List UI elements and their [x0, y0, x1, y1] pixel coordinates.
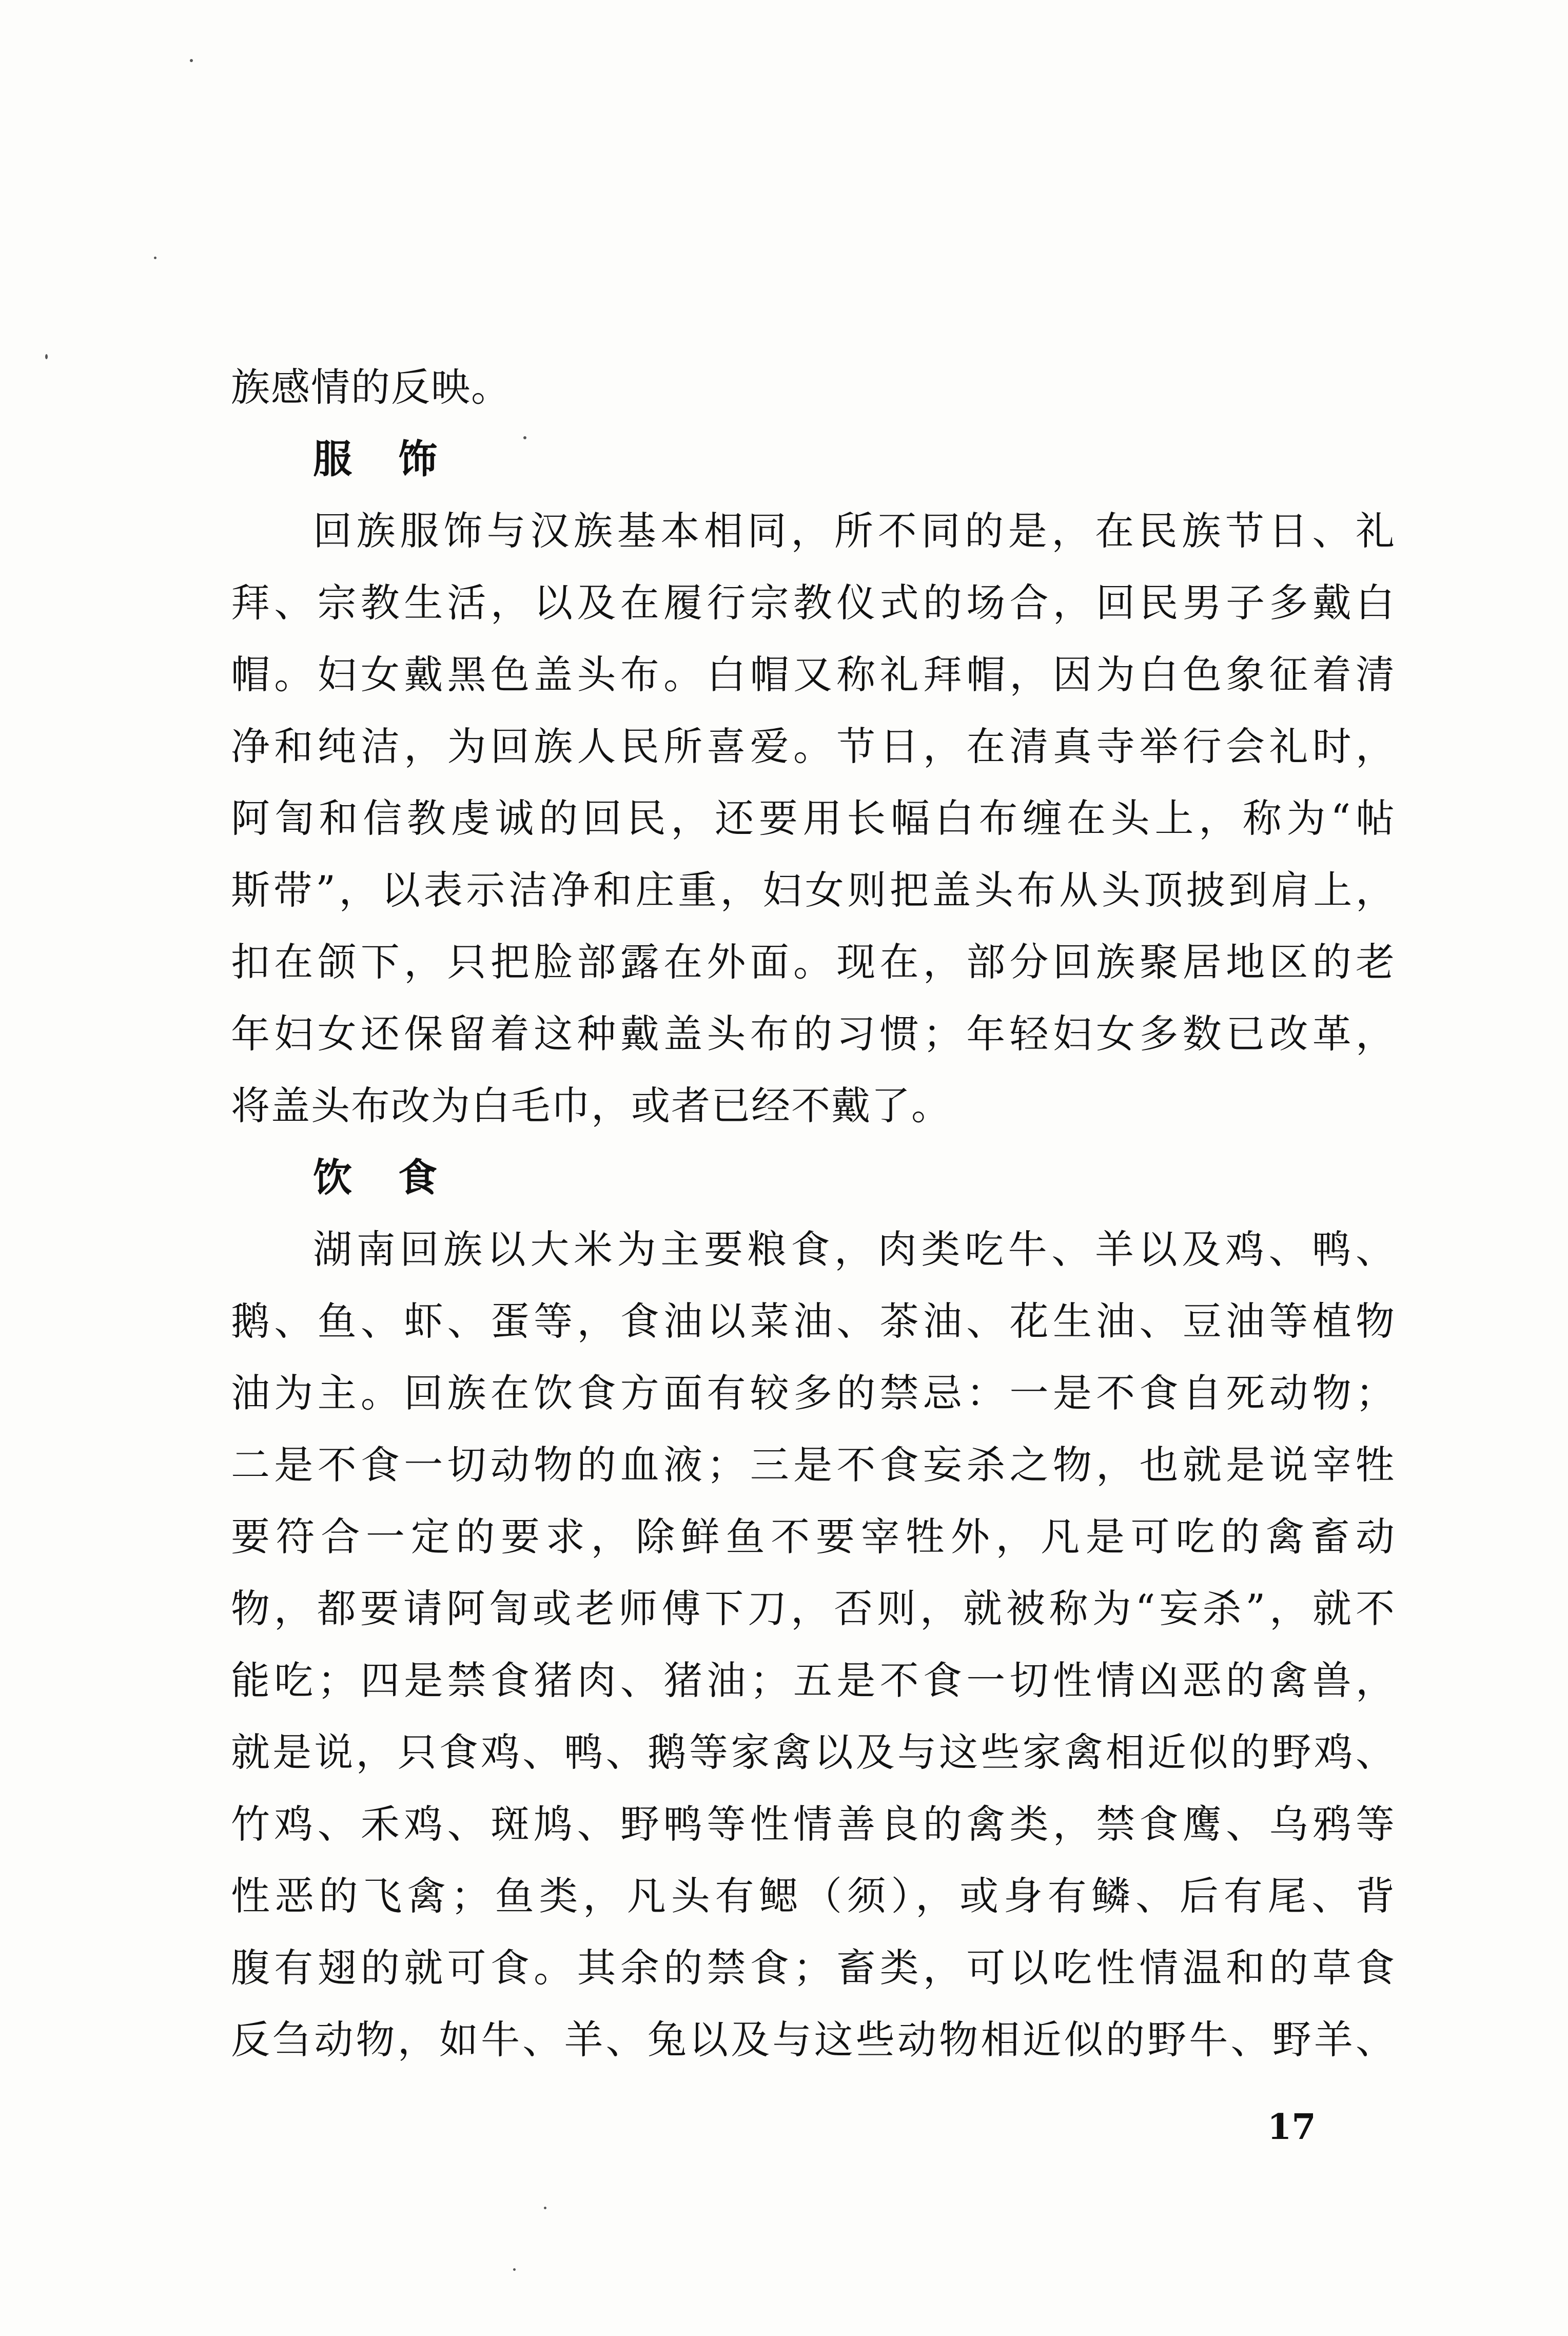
paragraph-line: 帽。妇女戴黑色盖头布。白帽又称礼拜帽，因为白色象征着清: [231, 652, 1396, 697]
scan-speck: [523, 436, 526, 439]
paragraph-line: 鹅、鱼、虾、蛋等，食油以菜油、茶油、花生油、豆油等植物: [231, 1298, 1396, 1344]
paragraph-line: 湖南回族以大米为主要粮食，肉类吃牛、羊以及鸡、鸭、: [313, 1227, 1396, 1272]
intro-line: 族感情的反映。: [231, 364, 511, 410]
paragraph-line: 年妇女还保留着这种戴盖头布的习惯；年轻妇女多数已改革，: [231, 1011, 1396, 1057]
scan-speck: [45, 354, 48, 359]
paragraph-line: 回族服饰与汉族基本相同，所不同的是，在民族节日、礼: [313, 508, 1396, 554]
page-number: 17: [1267, 2107, 1316, 2148]
paragraph-line: 能吃；四是禁食猪肉、猪油；五是不食一切性情凶恶的禽兽，: [231, 1658, 1396, 1703]
paragraph-line: 反刍动物，如牛、羊、兔以及与这些动物相近似的野牛、野羊、: [231, 2017, 1396, 2062]
paragraph-line: 斯带”，以表示洁净和庄重，妇女则把盖头布从头顶披到肩上，: [231, 867, 1396, 913]
paragraph-line: 扣在颌下，只把脸部露在外面。现在，部分回族聚居地区的老: [231, 939, 1396, 985]
paragraph-line: 就是说，只食鸡、鸭、鹅等家禽以及与这些家禽相近似的野鸡、: [231, 1729, 1396, 1775]
scan-speck: [154, 257, 156, 259]
section-heading-diet: 饮食: [313, 1155, 483, 1200]
paragraph-line: 竹鸡、禾鸡、斑鸠、野鸭等性情善良的禽类，禁食鹰、乌鸦等: [231, 1801, 1396, 1847]
paragraph-line: 油为主。回族在饮食方面有较多的禁忌：一是不食自死动物；: [231, 1370, 1396, 1416]
paragraph-line: 物，都要请阿訇或老师傅下刀，否则，就被称为“妄杀”，就不: [231, 1586, 1396, 1631]
scan-speck: [544, 2207, 546, 2209]
scan-speck: [190, 59, 193, 62]
paragraph-line: 二是不食一切动物的血液；三是不食妄杀之物，也就是说宰牲: [231, 1442, 1396, 1488]
paragraph-line: 净和纯洁，为回族人民所喜爱。节日，在清真寺举行会礼时，: [231, 724, 1396, 769]
scan-speck: [513, 2268, 516, 2271]
paragraph-line: 将盖头布改为白毛巾，或者已经不戴了。: [231, 1083, 951, 1128]
section-heading-clothing: 服饰: [313, 436, 483, 482]
paragraph-line: 拜、宗教生活，以及在履行宗教仪式的场合，回民男子多戴白: [231, 580, 1396, 626]
paragraph-line: 腹有翅的就可食。其余的禁食；畜类，可以吃性情温和的草食: [231, 1945, 1396, 1991]
paragraph-line: 阿訇和信教虔诚的回民，还要用长幅白布缠在头上，称为“帖: [231, 795, 1396, 841]
paragraph-line: 性恶的飞禽；鱼类，凡头有鳃（须），或身有鳞、后有尾、背: [231, 1873, 1396, 1919]
paragraph-line: 要符合一定的要求，除鲜鱼不要宰牲外，凡是可吃的禽畜动: [231, 1514, 1396, 1560]
